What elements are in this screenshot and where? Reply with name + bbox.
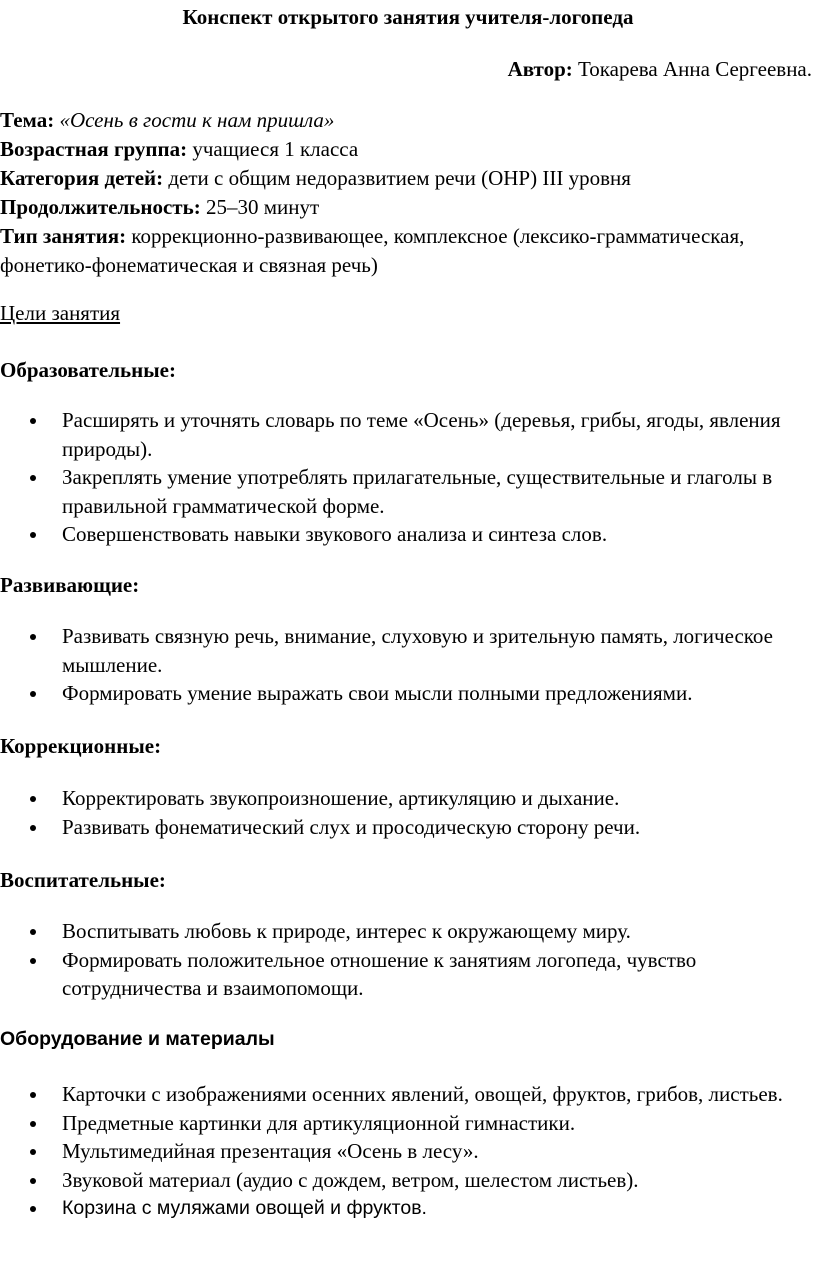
age-value: учащиеся 1 класса (187, 137, 359, 161)
list-item: Совершенствовать навыки звукового анализа и синтеза слов. (0, 520, 812, 549)
document-title: Конспект открытого занятия учителя-логопеда (182, 5, 634, 29)
bullet-icon (30, 825, 36, 831)
list-item: Развивать связную речь, внимание, слуховую и зрительную память, логическое мышление. (0, 622, 812, 679)
list-item: Корзина с муляжами овощей и фруктов. (0, 1194, 812, 1223)
meta-age-group (0, 135, 812, 164)
developmental-list (0, 622, 812, 708)
author-label: Автор: (507, 57, 573, 81)
category-label: Категория детей: (0, 166, 164, 190)
category-value: дети с общим недоразвитием речи (ОНР) III уровня (163, 166, 631, 190)
bullet-icon (30, 418, 36, 424)
bullet-icon (30, 929, 36, 935)
lesson-meta (0, 106, 812, 280)
goals-heading: Цели занятия (0, 301, 121, 325)
upbringing-list (0, 917, 812, 1003)
bullet-icon (30, 1092, 36, 1098)
educational-list (0, 406, 812, 549)
meta-lesson-type (0, 222, 812, 280)
correctional-list (0, 784, 812, 841)
bullet-icon (30, 532, 36, 538)
bullet-icon (30, 1206, 36, 1212)
age-label: Возрастная группа: (0, 137, 188, 161)
list-item: Карточки с изображениями осенних явлений, овощей, фруктов, грибов, листьев. (0, 1080, 812, 1109)
type-label: Тип занятия: (0, 224, 127, 248)
bullet-icon (30, 475, 36, 481)
bullet-icon (30, 1149, 36, 1155)
topic-value: «Осень в гости к нам пришла» (59, 108, 335, 132)
equipment-list (0, 1080, 812, 1223)
bullet-icon (30, 691, 36, 697)
meta-duration (0, 193, 812, 222)
bullet-icon (30, 1178, 36, 1184)
author-name: Токарева Анна Сергеевна. (572, 57, 812, 81)
meta-category (0, 164, 812, 193)
bullet-icon (30, 634, 36, 640)
list-item: Формировать умение выражать свои мысли полными предложениями. (0, 679, 812, 708)
duration-value: 25–30 минут (200, 195, 320, 219)
topic-label: Тема: (0, 108, 55, 132)
list-item: Формировать положительное отношение к занятиям логопеда, чувство сотрудничества и взаимопомощи. (0, 946, 812, 1003)
bullet-icon (30, 958, 36, 964)
educational-heading: Образовательные: (0, 358, 176, 382)
correctional-heading: Коррекционные: (0, 734, 162, 758)
author-line (508, 56, 812, 82)
list-item: Звуковой материал (аудио с дождем, ветром, шелестом листьев). (0, 1166, 812, 1195)
list-item: Закреплять умение употреблять прилагательные, существительные и глаголы в правильной грамматической форме. (0, 463, 812, 520)
list-item: Корректировать звукопроизношение, артикуляцию и дыхание. (0, 784, 812, 813)
type-value: коррекционно-развивающее, комплексное (лексико-грамматическая, фонетико-фонематическая и связная речь) (0, 224, 745, 277)
list-item: Воспитывать любовь к природе, интерес к окружающему миру. (0, 917, 812, 946)
upbringing-heading: Воспитательные: (0, 868, 166, 892)
list-item: Развивать фонематический слух и просодическую сторону речи. (0, 813, 812, 842)
bullet-icon (30, 1121, 36, 1127)
bullet-icon (30, 796, 36, 802)
developmental-heading: Развивающие: (0, 573, 140, 597)
list-item: Предметные картинки для артикуляционной гимнастики. (0, 1109, 812, 1138)
equipment-heading: Оборудование и материалы (0, 1028, 275, 1050)
meta-topic (0, 106, 812, 135)
list-item: Мультимедийная презентация «Осень в лесу». (0, 1137, 812, 1166)
list-item: Расширять и уточнять словарь по теме «Осень» (деревья, грибы, ягоды, явления природы). (0, 406, 812, 463)
duration-label: Продолжительность: (0, 195, 201, 219)
